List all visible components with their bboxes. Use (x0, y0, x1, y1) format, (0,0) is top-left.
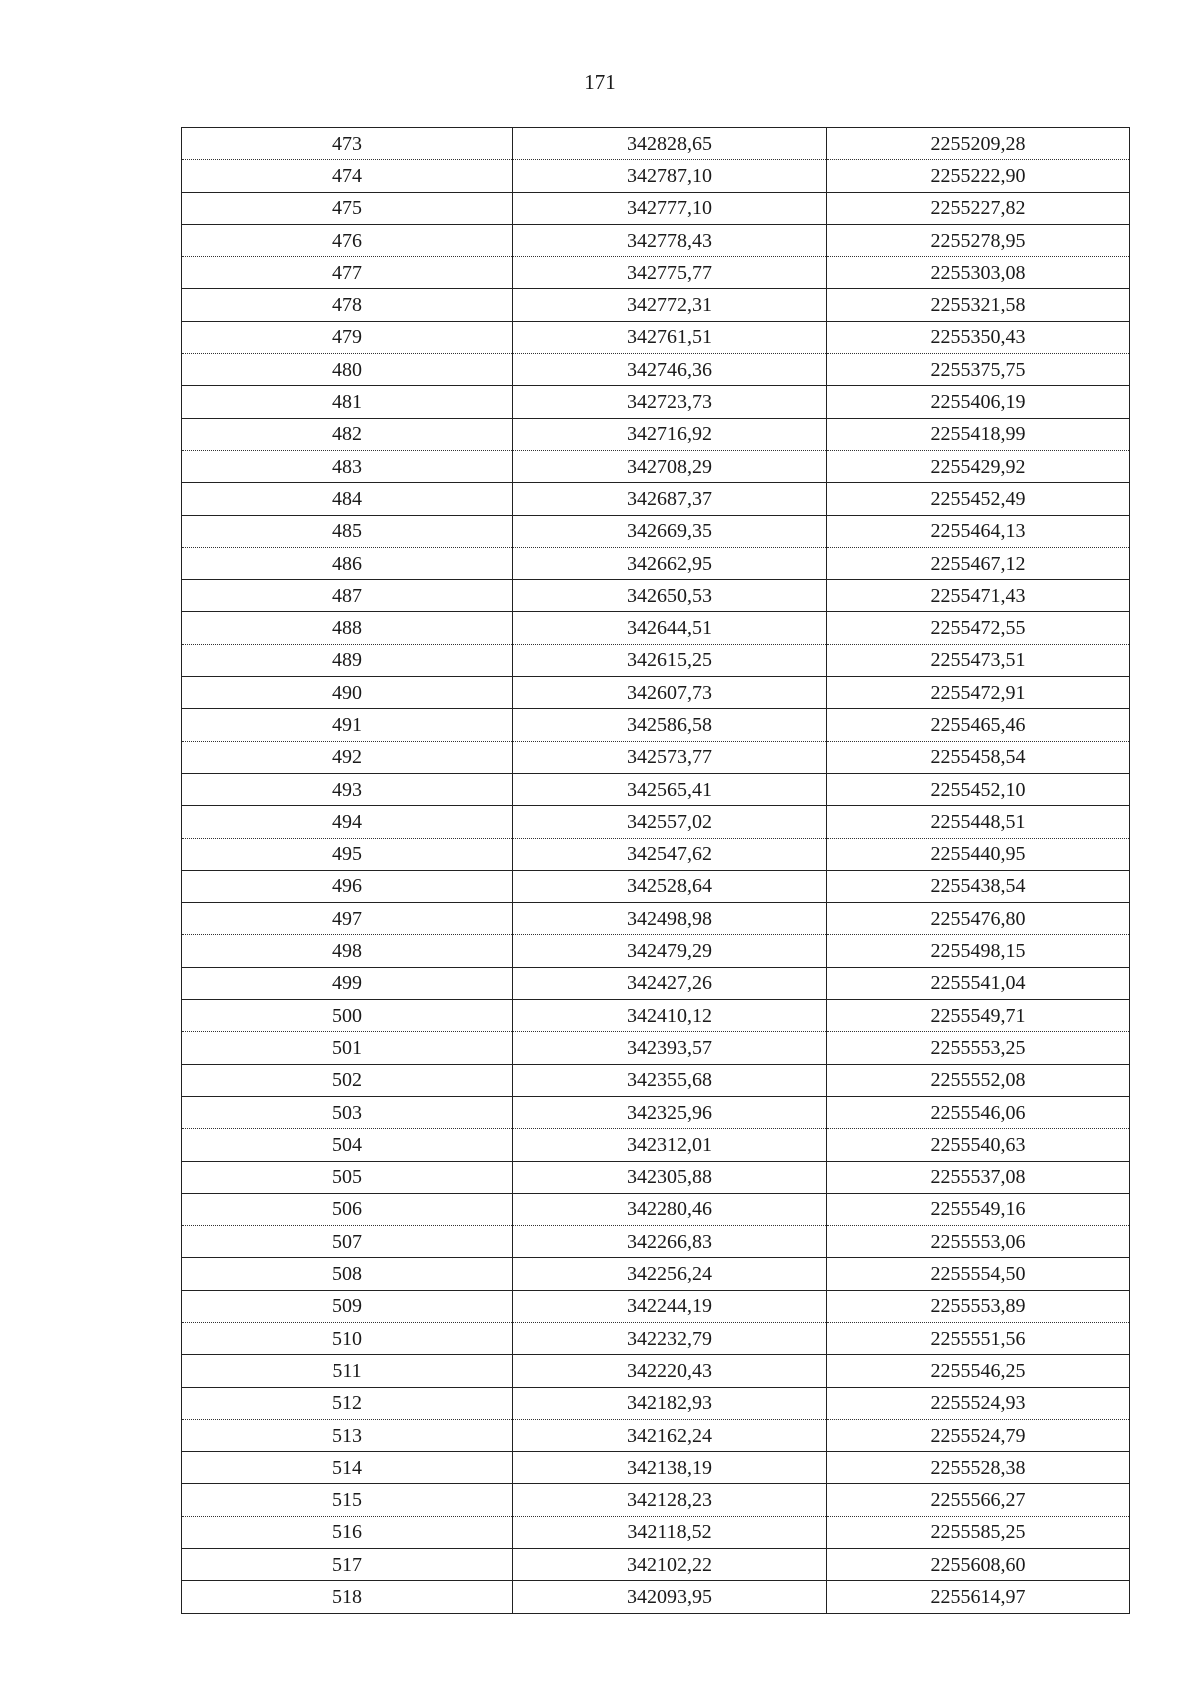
y-coordinate-cell: 2255458,54 (827, 741, 1130, 773)
x-coordinate-cell: 342787,10 (513, 160, 827, 192)
point-number-cell: 516 (182, 1516, 513, 1548)
y-coordinate-cell: 2255540,63 (827, 1129, 1130, 1161)
table-row (182, 677, 1130, 709)
table-row (182, 1129, 1130, 1161)
table-row (182, 418, 1130, 450)
y-coordinate-cell: 2255608,60 (827, 1549, 1130, 1581)
x-coordinate-cell: 342778,43 (513, 224, 827, 256)
table-row (182, 128, 1130, 160)
point-number-cell: 482 (182, 418, 513, 450)
y-coordinate-cell: 2255465,46 (827, 709, 1130, 741)
x-coordinate-cell: 342557,02 (513, 806, 827, 838)
y-coordinate-cell: 2255566,27 (827, 1484, 1130, 1516)
point-number-cell: 509 (182, 1290, 513, 1322)
x-coordinate-cell: 342615,25 (513, 644, 827, 676)
point-number-cell: 487 (182, 580, 513, 612)
table-row (182, 547, 1130, 579)
x-coordinate-cell: 342232,79 (513, 1322, 827, 1354)
x-coordinate-cell: 342266,83 (513, 1226, 827, 1258)
table-row (182, 192, 1130, 224)
table-row (182, 386, 1130, 418)
x-coordinate-cell: 342427,26 (513, 967, 827, 999)
x-coordinate-cell: 342244,19 (513, 1290, 827, 1322)
y-coordinate-cell: 2255528,38 (827, 1452, 1130, 1484)
table-row (182, 1581, 1130, 1613)
table-row (182, 1419, 1130, 1451)
y-coordinate-cell: 2255222,90 (827, 160, 1130, 192)
table-row (182, 354, 1130, 386)
x-coordinate-cell: 342662,95 (513, 547, 827, 579)
table-row (182, 773, 1130, 805)
table-body (182, 128, 1130, 1614)
table-row (182, 806, 1130, 838)
x-coordinate-cell: 342162,24 (513, 1419, 827, 1451)
x-coordinate-cell: 342607,73 (513, 677, 827, 709)
y-coordinate-cell: 2255227,82 (827, 192, 1130, 224)
table-row (182, 1064, 1130, 1096)
x-coordinate-cell: 342355,68 (513, 1064, 827, 1096)
table-row (182, 903, 1130, 935)
y-coordinate-cell: 2255537,08 (827, 1161, 1130, 1193)
x-coordinate-cell: 342325,96 (513, 1096, 827, 1128)
x-coordinate-cell: 342644,51 (513, 612, 827, 644)
table-row (182, 321, 1130, 353)
point-number-cell: 506 (182, 1193, 513, 1225)
x-coordinate-cell: 342393,57 (513, 1032, 827, 1064)
point-number-cell: 475 (182, 192, 513, 224)
point-number-cell: 493 (182, 773, 513, 805)
y-coordinate-cell: 2255452,10 (827, 773, 1130, 805)
point-number-cell: 503 (182, 1096, 513, 1128)
point-number-cell: 496 (182, 870, 513, 902)
x-coordinate-cell: 342220,43 (513, 1355, 827, 1387)
point-number-cell: 505 (182, 1161, 513, 1193)
y-coordinate-cell: 2255473,51 (827, 644, 1130, 676)
table-row (182, 1096, 1130, 1128)
y-coordinate-cell: 2255553,89 (827, 1290, 1130, 1322)
point-number-cell: 518 (182, 1581, 513, 1613)
y-coordinate-cell: 2255554,50 (827, 1258, 1130, 1290)
x-coordinate-cell: 342761,51 (513, 321, 827, 353)
x-coordinate-cell: 342547,62 (513, 838, 827, 870)
table-row (182, 935, 1130, 967)
y-coordinate-cell: 2255471,43 (827, 580, 1130, 612)
point-number-cell: 485 (182, 515, 513, 547)
y-coordinate-cell: 2255614,97 (827, 1581, 1130, 1613)
y-coordinate-cell: 2255303,08 (827, 257, 1130, 289)
x-coordinate-cell: 342650,53 (513, 580, 827, 612)
table-row (182, 741, 1130, 773)
point-number-cell: 479 (182, 321, 513, 353)
y-coordinate-cell: 2255546,06 (827, 1096, 1130, 1128)
point-number-cell: 513 (182, 1419, 513, 1451)
x-coordinate-cell: 342182,93 (513, 1387, 827, 1419)
point-number-cell: 512 (182, 1387, 513, 1419)
point-number-cell: 508 (182, 1258, 513, 1290)
table-row (182, 289, 1130, 321)
table-row (182, 838, 1130, 870)
table-row (182, 1484, 1130, 1516)
point-number-cell: 501 (182, 1032, 513, 1064)
point-number-cell: 480 (182, 354, 513, 386)
table-row (182, 1161, 1130, 1193)
x-coordinate-cell: 342828,65 (513, 128, 827, 160)
point-number-cell: 478 (182, 289, 513, 321)
table-row (182, 160, 1130, 192)
table-row (182, 1032, 1130, 1064)
y-coordinate-cell: 2255209,28 (827, 128, 1130, 160)
y-coordinate-cell: 2255541,04 (827, 967, 1130, 999)
y-coordinate-cell: 2255429,92 (827, 450, 1130, 482)
x-coordinate-cell: 342256,24 (513, 1258, 827, 1290)
point-number-cell: 515 (182, 1484, 513, 1516)
x-coordinate-cell: 342669,35 (513, 515, 827, 547)
point-number-cell: 504 (182, 1129, 513, 1161)
table-row (182, 1258, 1130, 1290)
x-coordinate-cell: 342498,98 (513, 903, 827, 935)
point-number-cell: 491 (182, 709, 513, 741)
point-number-cell: 502 (182, 1064, 513, 1096)
point-number-cell: 484 (182, 483, 513, 515)
y-coordinate-cell: 2255524,79 (827, 1419, 1130, 1451)
x-coordinate-cell: 342687,37 (513, 483, 827, 515)
table-row (182, 224, 1130, 256)
table-row (182, 709, 1130, 741)
y-coordinate-cell: 2255472,91 (827, 677, 1130, 709)
point-number-cell: 492 (182, 741, 513, 773)
y-coordinate-cell: 2255498,15 (827, 935, 1130, 967)
x-coordinate-cell: 342528,64 (513, 870, 827, 902)
y-coordinate-cell: 2255476,80 (827, 903, 1130, 935)
point-number-cell: 476 (182, 224, 513, 256)
point-number-cell: 474 (182, 160, 513, 192)
point-number-cell: 486 (182, 547, 513, 579)
x-coordinate-cell: 342746,36 (513, 354, 827, 386)
coordinates-table (181, 127, 1130, 1614)
point-number-cell: 497 (182, 903, 513, 935)
y-coordinate-cell: 2255464,13 (827, 515, 1130, 547)
y-coordinate-cell: 2255553,25 (827, 1032, 1130, 1064)
table-row (182, 257, 1130, 289)
y-coordinate-cell: 2255549,16 (827, 1193, 1130, 1225)
x-coordinate-cell: 342479,29 (513, 935, 827, 967)
table-row (182, 1452, 1130, 1484)
x-coordinate-cell: 342102,22 (513, 1549, 827, 1581)
y-coordinate-cell: 2255438,54 (827, 870, 1130, 902)
y-coordinate-cell: 2255553,06 (827, 1226, 1130, 1258)
x-coordinate-cell: 342708,29 (513, 450, 827, 482)
table-row (182, 1549, 1130, 1581)
y-coordinate-cell: 2255524,93 (827, 1387, 1130, 1419)
table-row (182, 515, 1130, 547)
x-coordinate-cell: 342138,19 (513, 1452, 827, 1484)
table-row (182, 450, 1130, 482)
x-coordinate-cell: 342573,77 (513, 741, 827, 773)
x-coordinate-cell: 342716,92 (513, 418, 827, 450)
point-number-cell: 500 (182, 1000, 513, 1032)
table-row (182, 1000, 1130, 1032)
table-row (182, 1193, 1130, 1225)
y-coordinate-cell: 2255278,95 (827, 224, 1130, 256)
point-number-cell: 481 (182, 386, 513, 418)
point-number-cell: 510 (182, 1322, 513, 1354)
x-coordinate-cell: 342772,31 (513, 289, 827, 321)
table-row (182, 644, 1130, 676)
y-coordinate-cell: 2255350,43 (827, 321, 1130, 353)
y-coordinate-cell: 2255440,95 (827, 838, 1130, 870)
y-coordinate-cell: 2255452,49 (827, 483, 1130, 515)
x-coordinate-cell: 342093,95 (513, 1581, 827, 1613)
x-coordinate-cell: 342312,01 (513, 1129, 827, 1161)
point-number-cell: 488 (182, 612, 513, 644)
y-coordinate-cell: 2255585,25 (827, 1516, 1130, 1548)
table-row (182, 1226, 1130, 1258)
point-number-cell: 494 (182, 806, 513, 838)
y-coordinate-cell: 2255467,12 (827, 547, 1130, 579)
table-row (182, 612, 1130, 644)
x-coordinate-cell: 342565,41 (513, 773, 827, 805)
point-number-cell: 514 (182, 1452, 513, 1484)
table-row (182, 580, 1130, 612)
table-row (182, 1290, 1130, 1322)
x-coordinate-cell: 342410,12 (513, 1000, 827, 1032)
y-coordinate-cell: 2255375,75 (827, 354, 1130, 386)
point-number-cell: 483 (182, 450, 513, 482)
table-row (182, 1516, 1130, 1548)
point-number-cell: 499 (182, 967, 513, 999)
y-coordinate-cell: 2255551,56 (827, 1322, 1130, 1354)
page-number: 171 (584, 70, 616, 94)
y-coordinate-cell: 2255472,55 (827, 612, 1130, 644)
y-coordinate-cell: 2255321,58 (827, 289, 1130, 321)
x-coordinate-cell: 342305,88 (513, 1161, 827, 1193)
x-coordinate-cell: 342723,73 (513, 386, 827, 418)
point-number-cell: 473 (182, 128, 513, 160)
table-row (182, 870, 1130, 902)
table-row (182, 967, 1130, 999)
point-number-cell: 511 (182, 1355, 513, 1387)
y-coordinate-cell: 2255406,19 (827, 386, 1130, 418)
y-coordinate-cell: 2255448,51 (827, 806, 1130, 838)
y-coordinate-cell: 2255546,25 (827, 1355, 1130, 1387)
table-row (182, 1387, 1130, 1419)
x-coordinate-cell: 342775,77 (513, 257, 827, 289)
x-coordinate-cell: 342128,23 (513, 1484, 827, 1516)
x-coordinate-cell: 342280,46 (513, 1193, 827, 1225)
x-coordinate-cell: 342586,58 (513, 709, 827, 741)
table-row (182, 1322, 1130, 1354)
point-number-cell: 477 (182, 257, 513, 289)
point-number-cell: 490 (182, 677, 513, 709)
y-coordinate-cell: 2255549,71 (827, 1000, 1130, 1032)
point-number-cell: 507 (182, 1226, 513, 1258)
x-coordinate-cell: 342118,52 (513, 1516, 827, 1548)
x-coordinate-cell: 342777,10 (513, 192, 827, 224)
point-number-cell: 489 (182, 644, 513, 676)
point-number-cell: 498 (182, 935, 513, 967)
y-coordinate-cell: 2255418,99 (827, 418, 1130, 450)
y-coordinate-cell: 2255552,08 (827, 1064, 1130, 1096)
point-number-cell: 495 (182, 838, 513, 870)
table-row (182, 483, 1130, 515)
table-row (182, 1355, 1130, 1387)
point-number-cell: 517 (182, 1549, 513, 1581)
